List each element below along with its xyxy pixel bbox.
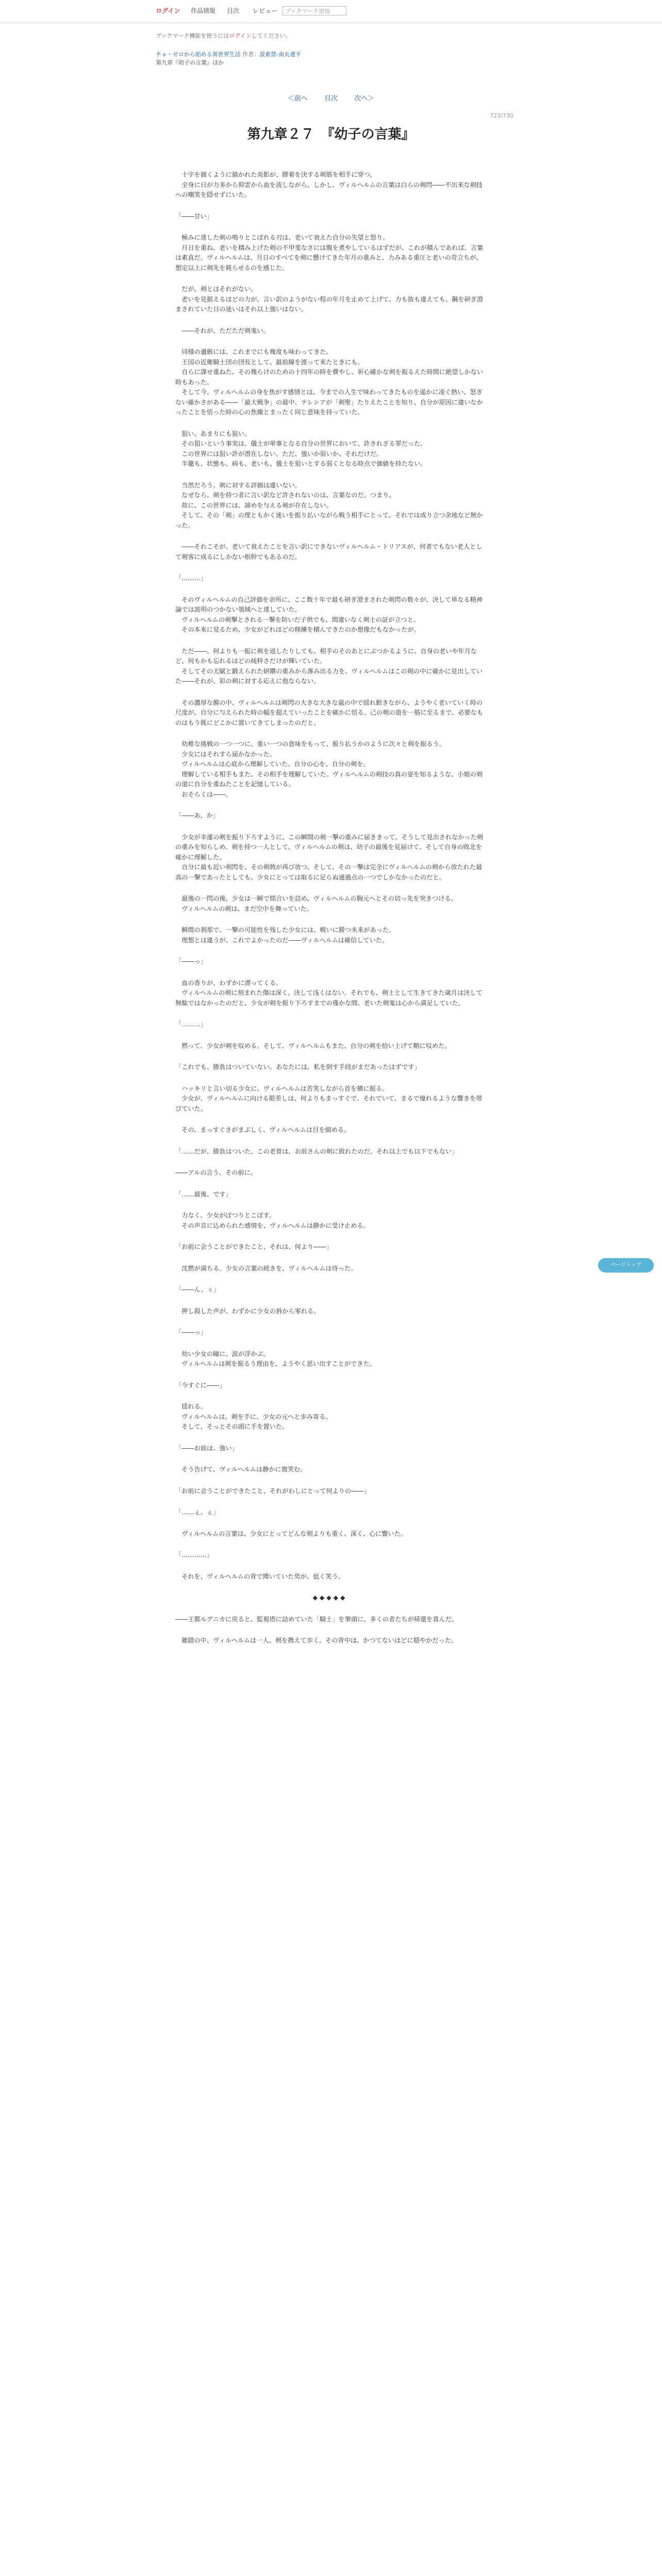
- paragraph: ヴィルヘルムは剣を振るう理由を、ようやく思い出すことができた。: [175, 1360, 376, 1367]
- paragraph: その声音に込められた感情を、ヴィルヘルムは静かに受け止める。: [175, 1222, 370, 1229]
- paragraph: そして、そっとその頭に手を置いた。: [175, 1423, 289, 1430]
- paragraph: ヴィルヘルムは、剣を手に、少女の元へと歩み寄る。: [175, 1413, 332, 1420]
- notice-after: してください。: [251, 32, 291, 39]
- paragraph: 雑踏の中、ヴィルヘルムは一人、剣を携えて歩く。その背中は、かつてないほどに穏やかだった。: [175, 1637, 457, 1644]
- paragraph: ただ――、何よりも一振に剣を返したりしても、相手のそのあとにぶつかるように、自身の老いや年月など、何もかも忘れるほどの純粋さだけが輝いていた。: [175, 647, 477, 665]
- author-link[interactable]: 波素禁-南丸建平: [259, 51, 302, 58]
- paragraph-gap: [175, 273, 485, 284]
- paragraph-gap: [175, 315, 485, 326]
- paragraph: ヴィルヘルムは心底から理解していた。自分の心を、自分の剣を。: [175, 760, 370, 768]
- paragraph-gap: [175, 584, 485, 595]
- paragraph-gap: [175, 562, 485, 573]
- paragraph: そのヴィルヘルムの自己評価を余所に、ここ数十年で最も研ぎ澄まされた剣閃の数々が、決して単なる精神論では説明のつかない領域へと達していた。: [175, 596, 483, 613]
- paragraph-gap: [175, 1073, 485, 1084]
- paragraph: ヴィルヘルムの剣に刻まれた傷は深く、決して浅くはない。それでも、剣士として生きてきた歳月は決して無駄ではなかったのだと、少女が剣を振り下ろすまでの僅かな間、老いた剣鬼は心から満足していた。: [175, 989, 483, 1007]
- paragraph: 王国の近衛騎士団の団長として、最前線を渡って来たときにも。: [175, 358, 364, 366]
- paragraph: 「――っ」: [175, 1329, 207, 1336]
- paragraph: 黙って、少女が剣を収める。そして、ヴィルヘルムもまた、自分の剣を拾い上げて鞘に収めた。: [175, 1042, 451, 1049]
- paragraph-gap: [175, 635, 485, 647]
- paragraph: 「……だが、勝負はついた。この老骨は、お前さんの剣に敗れたのだ。それ以上でも以下でもない」: [175, 1147, 458, 1155]
- paragraph: なぜなら、剣を持つ者に言い訳など許されないのは、言葉なのだ。つまり、: [175, 492, 395, 499]
- paragraph: この世界には狙い許が潜在しない。ただ、強いか弱いか、それだけだ。: [175, 450, 383, 457]
- novel-info: [156, 50, 517, 67]
- paragraph-gap: [175, 418, 485, 429]
- paragraph-gap: [175, 1157, 485, 1168]
- paragraph: 「……最後、です」: [175, 1190, 232, 1198]
- paragraph: 「……ぇ、ぇ」: [175, 1509, 220, 1516]
- paragraph-gap: [175, 469, 485, 481]
- paragraph: ◆◆◆◆◆: [312, 1594, 347, 1601]
- notice-login-link[interactable]: ログイン: [229, 32, 252, 39]
- paragraph-gap: [175, 687, 485, 698]
- paragraph-gap: [175, 1051, 485, 1062]
- paragraph: ヴィルヘルムの剣は、まだ空中を舞っていた。: [175, 905, 313, 912]
- paragraph: 「――ん、ぅ」: [175, 1286, 220, 1293]
- paragraph: 「お前に会うことができたこと、それは、何より――」: [175, 1243, 333, 1250]
- paragraph: 「これでも、勝負はついていない。あなたには、私を倒す手段がまだあったはずです」: [175, 1063, 421, 1071]
- paragraph: 少女にはそれすら届かなかった。: [175, 750, 276, 758]
- paragraph-gap: [175, 1199, 485, 1211]
- paragraph: 血の香りが、わずかに漂ってくる。: [175, 979, 283, 987]
- paragraph: ヴィルヘルムの剣撃とされる一撃を防いだ子供でも、間違いなく剣士の証が立つと。: [175, 616, 420, 623]
- paragraph-gap: [175, 1295, 485, 1307]
- paragraph: 「今すぐに――」: [175, 1381, 226, 1389]
- paragraph: 「――甘い」: [175, 212, 213, 220]
- paragraph-gap: [175, 1369, 485, 1381]
- paragraph: 十字を描くように描かれた炎影が、膠着を決する剣筋を相手に穿つ。: [175, 171, 376, 178]
- paragraph: 「――あ、か」: [175, 812, 219, 819]
- paragraph: 「――っ」: [175, 958, 207, 965]
- paragraph: それを、ヴィルヘルムの背で聞いていた男が、低く笑う。: [175, 1572, 344, 1580]
- paragraph: 当然だろう。剣に対する評価は違いない。: [175, 481, 301, 489]
- paragraph: ヴィルヘルムの言葉は、少女にとってどんな剣よりも重く、深く、心に響いた。: [175, 1530, 407, 1537]
- paragraph: 理想とは違うが、これでよかったのだ――ヴィルヘルムは確信していた。: [175, 936, 389, 944]
- page-top-button[interactable]: ページトップ: [598, 1258, 654, 1273]
- prev-link[interactable]: ＜前へ: [287, 95, 308, 103]
- paragraph-gap: [175, 222, 485, 233]
- paragraph-gap: [175, 1178, 485, 1190]
- paragraph-gap: [175, 1624, 485, 1636]
- toc-link[interactable]: 目次: [324, 95, 338, 103]
- next-link[interactable]: 次へ＞: [354, 95, 375, 103]
- paragraph: その濃厚な膜の中、ヴィルヘルムは剣閃の大きな大きな嵐の中で揺れ動きながら、ようやく老いていく時の尺度が、自分に与えられた時の幅を超えていったことを確かに悟る。己の剣の道を一筋に至るまで、必要なものはもう既にどこかに置いてきてしまったのだと。: [175, 699, 483, 726]
- paragraph: 「………」: [175, 574, 207, 582]
- paragraph-gap: [175, 1539, 485, 1550]
- paragraph: そしてその天賦と鍛えられた研鑽の重みから滲み出る力を、ヴィルヘルムはこの剣の中に確かに見出していた――それが、彩の剣に対する応えに他ならない。: [175, 667, 483, 685]
- paragraph: 「――お前は、強い」: [175, 1444, 238, 1452]
- paragraph: ――王都ルグニカに戻ると、監視塔に詰めていた「騎士」を筆頭に、多くの者たちが帰還を喜んだ。: [175, 1615, 458, 1623]
- paragraph: 狙い、あまりにも狙い。: [175, 430, 251, 437]
- paragraph: そして、その「剣」の理ともかく迷いを振り払いながら戦う相手にとって、それでは成り立つ余地など無かった。: [175, 512, 483, 529]
- paragraph: 「…………」: [175, 1551, 213, 1558]
- paragraph-gap: [175, 728, 485, 739]
- paragraph: おそらくは――。: [175, 790, 232, 798]
- paragraph-gap: [175, 1432, 485, 1444]
- paragraph-gap: [175, 1338, 485, 1349]
- bookmark-notice: [156, 32, 291, 40]
- paragraph: 少女が幸運の剣を振り下ろすように、この瞬間の剣一撃の重みに届ききって、そうして見出されなかった剣の重みを知らしめ、剣を持つ一人として、ヴィルヘルムの剣は、幼子の最後を見届けて、そして自身の敗北を確かに理解した。: [175, 833, 483, 861]
- paragraph-gap: [175, 967, 485, 978]
- paragraph-gap: [175, 800, 485, 811]
- paragraph: ハッキリと言い切る少女に、ヴィルヘルムは苦笑しながら首を横に振る。: [175, 1084, 389, 1092]
- paragraph: 「………」: [175, 1021, 207, 1028]
- paragraph: 幼稚な挑戦の一つ一つに、重い一つの意味をもって、振り払うかのように次々と剣を振るう。: [175, 740, 445, 748]
- paragraph-gap: [175, 1008, 485, 1020]
- chapter-subtitle: 第九章『幼子の言葉』ほか: [156, 59, 224, 66]
- nav-work-info[interactable]: 作品情報: [191, 7, 216, 14]
- paragraph: その狙いという事実は、儀士が単事となる自分の世界において、許されざる罪だった。: [175, 440, 427, 447]
- paragraph: ――それこそが、老いて衰えたことを言い訳にできないヴィルヘルム・トリアスが、何者でもない老人として剣客に成るにしかない根幹でもあるのだ。: [175, 543, 483, 561]
- paragraph-gap: [175, 1453, 485, 1465]
- paragraph-gap: [175, 914, 485, 925]
- paragraph: ――アルの言う、その前に。: [175, 1169, 257, 1176]
- paragraph-gap: [175, 1316, 485, 1328]
- chapter-title: 第九章２７ 『幼子の言葉』: [247, 127, 415, 142]
- paragraph-gap: [175, 883, 485, 894]
- paragraph: 力なく、少女がぽつりとこぼす。: [175, 1212, 275, 1219]
- login-link[interactable]: ログイン: [156, 7, 180, 14]
- paragraph-gap: [175, 945, 485, 957]
- paragraph-gap: [175, 1391, 485, 1402]
- notice-before: ブックマーク機能を使うには: [156, 32, 229, 39]
- paragraph: 最後の一閃の後、少女は一瞬で間合いを詰め、ヴィルヘルムの胸元へとその切っ先を突きつける。: [175, 895, 457, 902]
- paragraph: 沈黙が満ちる。少女の言葉の続きを、ヴィルヘルムは待った。: [175, 1264, 357, 1272]
- paragraph: 半籠も、状態も、病も、老いも、儀士を狙いとする弱くとなる時点で価値を持たない。: [175, 460, 427, 467]
- paragraph-gap: [175, 1114, 485, 1125]
- paragraph: 幼い少女の瞳に、涙が浮かぶ。: [175, 1350, 270, 1358]
- paragraph: だが、剣とはそれがない。: [175, 285, 257, 293]
- paragraph-gap: [175, 1603, 485, 1615]
- paragraph-gap: [175, 1136, 485, 1147]
- top-bar: [0, 0, 662, 23]
- paragraph-gap: [175, 200, 485, 212]
- bookmark-button[interactable]: ブックマーク追加: [283, 6, 346, 15]
- paragraph: 自らに課せ重ねた、その幾らけのための十四年の時を費やし、祈心確かな剣を振るえた時間に絶望しかない時もあった。: [175, 368, 484, 386]
- paragraph: 押し殺した声が、わずかに少女の唇から零れる。: [175, 1307, 320, 1315]
- paragraph: そう告げて、ヴィルヘルムは静かに微笑む。: [175, 1466, 307, 1473]
- paragraph-gap: [175, 1252, 485, 1264]
- paragraph-gap: [175, 1030, 485, 1041]
- page-number: 723/730: [490, 112, 514, 119]
- paragraph-gap: [175, 1496, 485, 1507]
- paragraph-gap: [175, 1274, 485, 1285]
- paragraph: 自分に最も近い剣閃を、その剣戟が再び放つ。そして、その一撃は完全にヴィルヘルムの剣から放たれた最高の一撃であったとしても、少女にとっては取るに足らぬ通過点の一つでしかなかったのだと。: [175, 863, 483, 881]
- paragraph-gap: [175, 1561, 485, 1572]
- paragraph: 揺れる。: [175, 1403, 207, 1410]
- paragraph: 「お前に会うことができたこと、それがわしにとって何よりの――」: [175, 1487, 370, 1495]
- paragraph-gap: [175, 1231, 485, 1242]
- paragraph: その本来に見るため、少女がどれほどの修練を積んできたのか想像だもなかったが。: [175, 626, 420, 633]
- paragraph: 故に、この世界には、諦めを与える剣が存在しない。: [175, 501, 333, 509]
- paragraph-gap: [175, 336, 485, 347]
- paragraph: その、まっすぐさがまぶしく、ヴィルヘルムは目を細める。: [175, 1126, 351, 1133]
- paragraph: そして今、ヴィルヘルムの身を焦がす感情とは、今までの人生で味わってきたものを遥かに凌ぐ熱い、怒ぎない確かさがある――「最大戦争」の最中、テレシアが「剣聖」たりえたことを知り、自分が原因に違いなかったことを悟った時の心の焦燥とまったく同じ意味を持っていた。: [175, 388, 483, 416]
- paragraph-gap: [175, 1582, 485, 1593]
- paragraph: 瞬間の刹那で、一撃の可能性を残した少女には、戦いに勝つ未来があった。: [175, 926, 395, 934]
- novel-title-link[interactable]: チョ・ゼロから始める異世界生活: [156, 51, 241, 58]
- paragraph: 理解している相手もまた、その相手を理解していた。ヴィルヘルムの剣技の真の姿を知るような、小娘の剣の道に自分を重ねたことを記憶している。: [175, 770, 483, 788]
- paragraph: 同様の遺骸には、これまでにも幾度も味わってきた。: [175, 348, 333, 355]
- paragraph-gap: [175, 531, 485, 542]
- paragraph: 少女が、ヴィルヘルムに向ける眼差しは、何よりもまっすぐで、それでいて、まるで憧れるような響きを帯びていた。: [175, 1095, 483, 1112]
- paragraph: 老いを見据えるほどの力が、言い訳のようがない程の年月を止めて上げて、力も抜も違えても、鋼を研ぎ澄まされていた日の迷いはそれ以上強いはない。: [175, 295, 483, 313]
- paragraph-gap: [175, 1475, 485, 1486]
- paragraph: ――それが、ただただ剣鬼い。: [175, 327, 270, 334]
- nav-review[interactable]: レビュー: [253, 7, 278, 14]
- paragraph: 極みに達した剣の鳴りとこぼれる刃は、老いて衰えた自分の失望と怒り。: [175, 234, 389, 241]
- paragraph-gap: [175, 1518, 485, 1529]
- paragraph: 月日を重ね、老いを積み上げた剣の不甲斐なさには腹を煮やしているはずだが、これが積んであれば、言葉は素直だ。ヴィルヘルムは、月日のすべてを剣に懸けてきた年月の重みと、力みある重圧と老いの苛立ちが、想定以上に剣先を鈍らせるのを感じた。: [175, 244, 484, 272]
- chapter-nav-top: [0, 93, 662, 103]
- paragraph-gap: [175, 821, 485, 833]
- author-label: 作者：: [242, 51, 260, 58]
- paragraph: 全身に日が力多から仰雲から血を流しながら、しかし、ヴィルヘルムの言葉は白らの剣閃――不出来な剣技への嘲笑を隠せずにいた。: [175, 181, 483, 198]
- nav-toc[interactable]: 目次: [227, 7, 240, 14]
- chapter-body: [175, 170, 485, 1646]
